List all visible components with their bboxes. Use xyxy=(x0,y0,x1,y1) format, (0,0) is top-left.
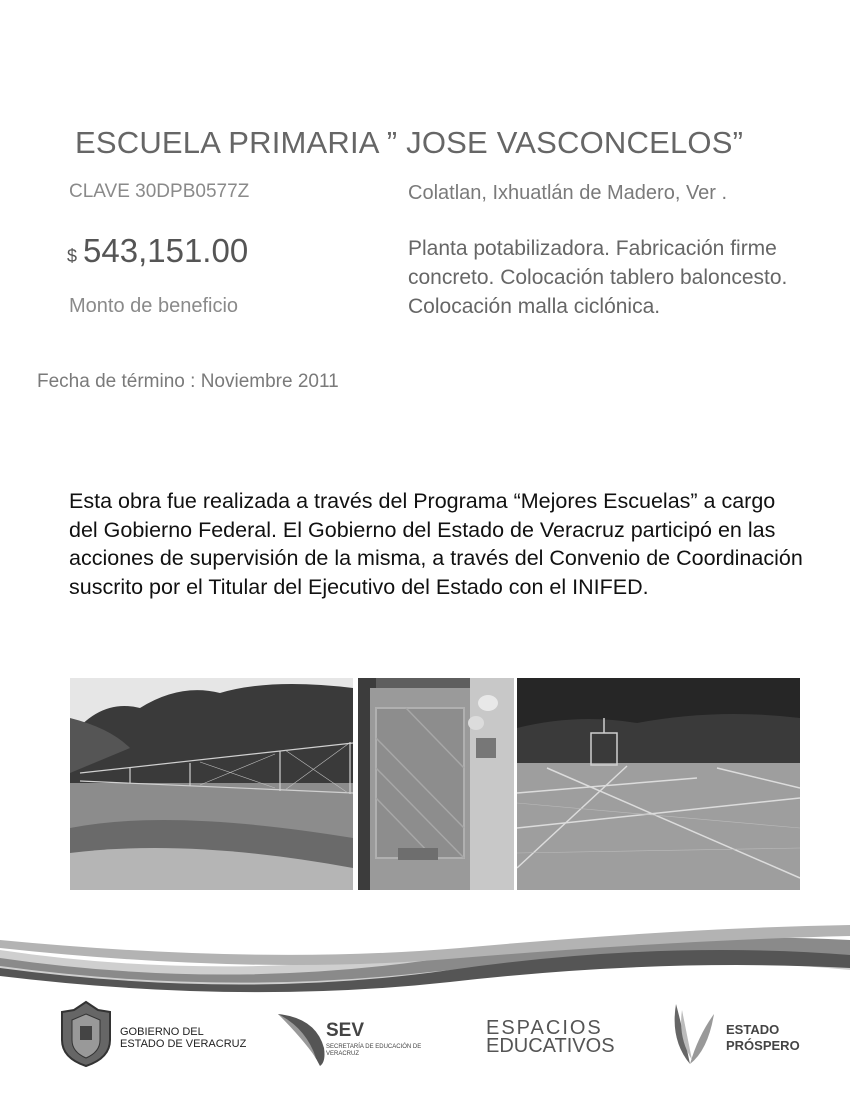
estado-line2: PRÓSPERO xyxy=(726,1038,800,1053)
sev-swoosh-icon xyxy=(276,1008,326,1068)
photo-basketball-court xyxy=(517,678,800,890)
sev-logo xyxy=(276,1008,446,1070)
school-title: ESCUELA PRIMARIA ” JOSE VASCONCELOS” xyxy=(75,125,744,160)
estado-prospero-logo xyxy=(668,1000,818,1072)
estado-line1: ESTADO xyxy=(726,1022,780,1037)
completion-date: Fecha de término : Noviembre 2011 xyxy=(37,371,339,392)
espacios-educativos-logo xyxy=(484,1017,614,1067)
works-description: Planta potabilizadora. Fabricación firme concreto. Colocación tablero baloncesto. Colocación malla ciclónica. xyxy=(408,237,788,318)
benefit-label: Monto de beneficio xyxy=(69,295,239,317)
program-paragraph: Esta obra fue realizada a través del Programa “Mejores Escuelas” a cargo del Gobierno Federal. El Gobierno del Estado de Veracruz participó en las acciones de supervisión de la misma, a través del Convenio de Coordinación suscrito por el Titular del Ejecutivo del Estado con el INIFED. xyxy=(69,489,803,599)
amount-value: 543,151.00 xyxy=(83,232,249,269)
sev-abbr: SEV xyxy=(326,1020,365,1041)
school-location: Colatlan, Ixhuatlán de Madero, Ver . xyxy=(408,182,728,204)
gobierno-veracruz-logo xyxy=(58,1000,258,1070)
decorative-wave xyxy=(0,910,850,1005)
espacios-line2: EDUCATIVOS xyxy=(486,1035,615,1057)
benefit-amount xyxy=(67,232,248,270)
photo-water-plant xyxy=(358,678,514,890)
estado-prospero-leaf-icon xyxy=(668,1000,718,1068)
espacios-line1: ESPACIOS xyxy=(486,1017,603,1039)
photo-fence-grounds xyxy=(70,678,353,890)
veracruz-coat-of-arms-icon xyxy=(58,1000,114,1068)
currency-symbol: $ xyxy=(67,246,78,266)
estado-prospero-name xyxy=(726,1022,800,1054)
school-key: CLAVE 30DPB0577Z xyxy=(69,181,250,202)
gobierno-veracruz-name: GOBIERNO DEL ESTADO DE VERACRUZ xyxy=(120,1026,247,1050)
sev-full-name: SECRETARÍA DE EDUCACIÓN DE VERACRUZ xyxy=(326,1044,422,1057)
